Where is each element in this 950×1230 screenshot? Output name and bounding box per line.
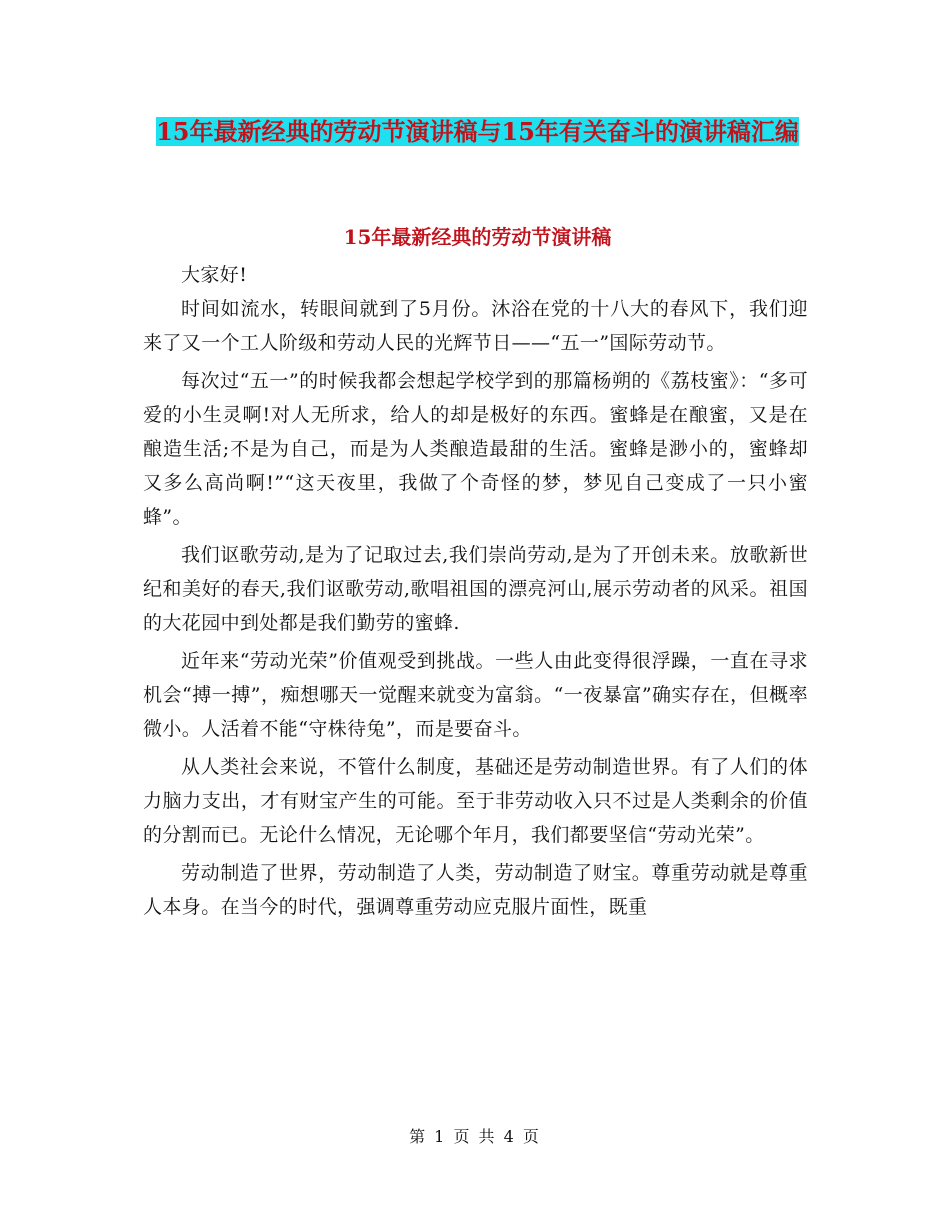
page-number-footer: 第 1 页 共 4 页 [409, 1127, 541, 1146]
paragraph: 从人类社会来说，不管什么制度，基础还是劳动制造世界。有了人们的体力脑力支出，才有财宝产生的可能。至于非劳动收入只不过是人类剩余的价值的分割而已。无论什么情况，无论哪个年月，我们都要坚信“劳动光荣”。 [143, 756, 808, 846]
section-title: 15年最新经典的劳动节演讲稿 [343, 225, 612, 249]
paragraph-greeting: 大家好! [181, 264, 248, 286]
paragraph: 每次过“五一”的时候我都会想起学校学到的那篇杨朔的《荔枝蜜》：“多可爱的小生灵啊!对人无所求，给人的却是极好的东西。蜜蜂是在酿蜜，又是在酿造生活;不是为自己，而是为人类酿造最甜的生活。蜜蜂是渺小的，蜜蜂却又多么高尚啊!”“这天夜里，我做了个奇怪的梦，梦见自己变成了一只小蜜蜂”。 [143, 370, 808, 528]
paragraph: 我们讴歌劳动,是为了记取过去,我们崇尚劳动,是为了开创未来。放歌新世纪和美好的春天,我们讴歌劳动,歌唱祖国的漂亮河山,展示劳动者的风采。祖国的大花园中到处都是我们勤劳的蜜蜂. [143, 544, 808, 634]
document-title-text: 15年最新经典的劳动节演讲稿与15年有关奋斗的演讲稿汇编 [156, 117, 799, 146]
document-body [143, 258, 808, 928]
paragraph: 劳动制造了世界，劳动制造了人类，劳动制造了财宝。尊重劳动就是尊重人本身。在当今的时代，强调尊重劳动应克服片面性，既重 [143, 862, 808, 918]
paragraph: 近年来“劳动光荣”价值观受到挑战。一些人由此变得很浮躁，一直在寻求机会“搏一搏”，痴想哪天一觉醒来就变为富翁。“一夜暴富”确实存在，但概率微小。人活着不能“守株待兔”，而是要奋斗。 [143, 650, 808, 740]
document-title [145, 110, 810, 154]
paragraph: 时间如流水，转眼间就到了5月份。沐浴在党的十八大的春风下，我们迎来了又一个工人阶级和劳动人民的光辉节日——“五一”国际劳动节。 [143, 298, 808, 354]
